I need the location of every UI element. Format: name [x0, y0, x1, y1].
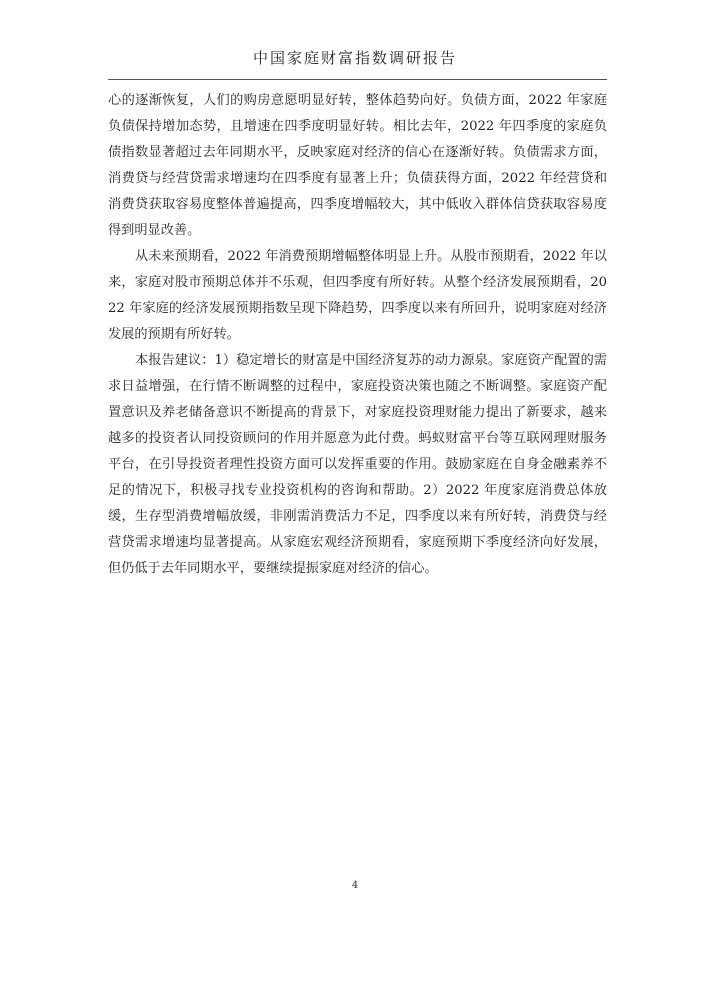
page-number: 4	[351, 880, 359, 891]
paragraph-future-expectations: 从未来预期看，2022 年消费预期增幅整体明显上升。从股市预期看，2022 年以来，家庭对股市预期总体并不乐观，但四季度有所好转。从整个经济发展预期看，2022 年家庭的经济发展预期指数呈现下降趋势，四季度以来有所回升，说明家庭对经济发展的预期有所好转。	[108, 249, 607, 342]
header-divider	[108, 79, 607, 80]
paragraph-recommendations: 本报告建议：1）稳定增长的财富是中国经济复苏的动力源泉。家庭资产配置的需求日益增强，在行情不断调整的过程中，家庭投资决策也随之不断调整。家庭资产配置意识及养老储备意识不断提高的背景下，对家庭投资理财能力提出了新要求，越来越多的投资者认同投资顾问的作用并愿意为此付费。蚂蚁财富平台等互联网理财服务平台，在引导投资者理性投资方面可以发挥重要的作用。鼓励家庭在自身金融素养不足的情况下，积极寻找专业投资机构的咨询和帮助。2）2022 年度家庭消费总体放缓，生存型消费增幅放缓，非刚需消费活力不足，四季度以来有所好转，消费贷与经营贷需求增速均显著提高。从家庭宏观经济预期看，家庭预期下季度经济向好发展，但仍低于去年同期水平，要继续提振家庭对经济的信心。	[108, 353, 607, 576]
paragraph-continuation: 心的逐渐恢复，人们的购房意愿明显好转，整体趋势向好。负债方面，2022 年家庭负债保持增加态势，且增速在四季度明显好转。相比去年，2022 年四季度的家庭负债指数显著超过去年同期水平，反映家庭对经济的信心在逐渐好转。负债需求方面，消费贷与经营贷需求增速均在四季度有显著上升；负债获得方面，2022 年经营贷和消费贷获取容易度整体普遍提高，四季度增幅较大，其中低收入群体信贷获取容易度得到明显改善。	[108, 93, 607, 238]
running-header-title: 中国家庭财富指数调研报告	[252, 49, 457, 67]
body-text	[108, 88, 607, 582]
